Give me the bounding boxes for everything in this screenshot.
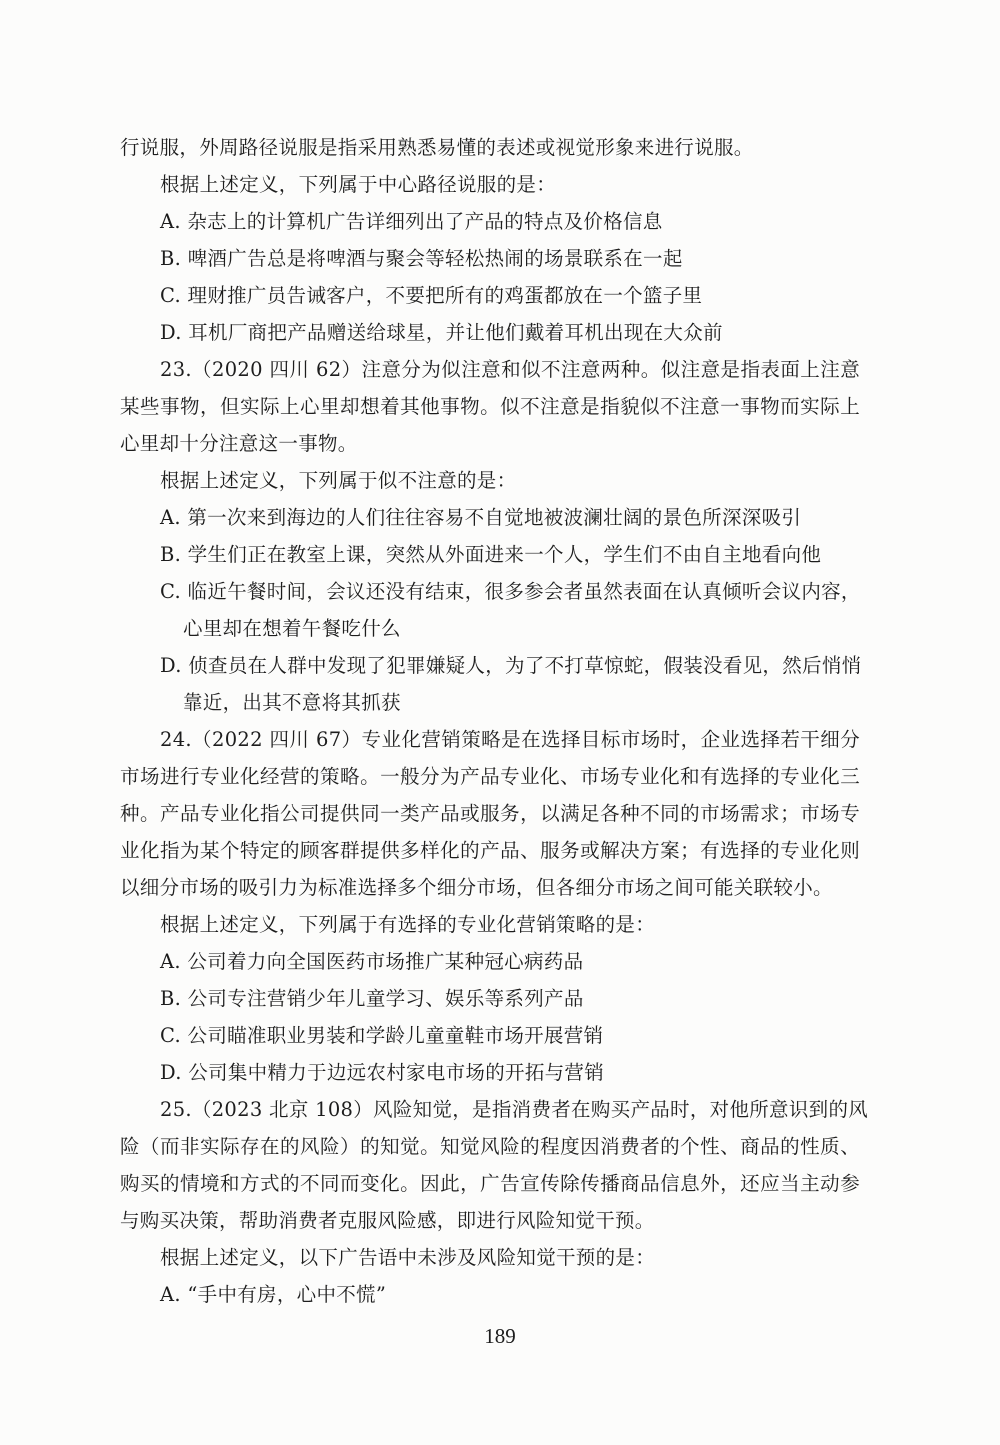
text-line: 行说服，外周路径说服是指采用熟悉易懂的表述或视觉形象来进行说服。 bbox=[120, 136, 754, 159]
text-line: 与购买决策，帮助消费者克服风险感，即进行风险知觉干预。 bbox=[120, 1209, 655, 1232]
option-continuation: 靠近，出其不意将其抓获 bbox=[183, 691, 401, 714]
option-line: D. 侦查员在人群中发现了犯罪嫌疑人，为了不打草惊蛇，假装没看见，然后悄悄 bbox=[160, 654, 862, 677]
question-23-start: 23.（2020 四川 62）注意分为似注意和似不注意两种。似注意是指表面上注意 bbox=[160, 358, 860, 381]
text-line: 业化指为某个特定的顾客群提供多样化的产品、服务或解决方案；有选择的专业化则 bbox=[120, 839, 860, 862]
option-line: C. 临近午餐时间，会议还没有结束，很多参会者虽然表面在认真倾听会议内容， bbox=[160, 580, 861, 603]
question-25-start: 25.（2023 北京 108）风险知觉，是指消费者在购买产品时，对他所意识到的风 bbox=[160, 1098, 869, 1121]
option-line: A. 公司着力向全国医药市场推广某种冠心病药品 bbox=[160, 950, 584, 973]
text-line: 心里却十分注意这一事物。 bbox=[120, 432, 358, 455]
option-line: B. 学生们正在教室上课，突然从外面进来一个人，学生们不由自主地看向他 bbox=[160, 543, 822, 566]
option-line: A. “手中有房，心中不慌” bbox=[160, 1283, 387, 1306]
option-line: D. 耳机厂商把产品赠送给球星，并让他们戴着耳机出现在大众前 bbox=[160, 321, 723, 344]
text-line: 以细分市场的吸引力为标准选择多个细分市场，但各细分市场之间可能关联较小。 bbox=[120, 876, 833, 899]
text-line: 购买的情境和方式的不同而变化。因此，广告宣传除传播商品信息外，还应当主动参 bbox=[120, 1172, 860, 1195]
text-line: 某些事物，但实际上心里却想着其他事物。似不注意是指貌似不注意一事物而实际上 bbox=[120, 395, 860, 418]
question-prompt: 根据上述定义，以下广告语中未涉及风险知觉干预的是： bbox=[160, 1246, 656, 1269]
text-line: 险（而非实际存在的风险）的知觉。知觉风险的程度因消费者的个性、商品的性质、 bbox=[120, 1135, 860, 1158]
option-line: B. 公司专注营销少年儿童学习、娱乐等系列产品 bbox=[160, 987, 584, 1010]
option-line: B. 啤酒广告总是将啤酒与聚会等轻松热闹的场景联系在一起 bbox=[160, 247, 683, 270]
text-line: 种。产品专业化指公司提供同一类产品或服务，以满足各种不同的市场需求；市场专 bbox=[120, 802, 860, 825]
option-line: C. 公司瞄准职业男装和学龄儿童童鞋市场开展营销 bbox=[160, 1024, 604, 1047]
option-line: D. 公司集中精力于边远农村家电市场的开拓与营销 bbox=[160, 1061, 605, 1084]
option-line: A. 杂志上的计算机广告详细列出了产品的特点及价格信息 bbox=[160, 210, 663, 233]
question-prompt: 根据上述定义，下列属于中心路径说服的是： bbox=[160, 173, 557, 196]
option-continuation: 心里却在想着午餐吃什么 bbox=[183, 617, 401, 640]
question-prompt: 根据上述定义，下列属于有选择的专业化营销策略的是： bbox=[160, 913, 656, 936]
option-line: A. 第一次来到海边的人们往往容易不自觉地被波澜壮阔的景色所深深吸引 bbox=[160, 506, 802, 529]
question-prompt: 根据上述定义，下列属于似不注意的是： bbox=[160, 469, 517, 492]
page-number: 189 bbox=[484, 1324, 516, 1348]
text-line: 市场进行专业化经营的策略。一般分为产品专业化、市场专业化和有选择的专业化三 bbox=[120, 765, 860, 788]
option-line: C. 理财推广员告诫客户，不要把所有的鸡蛋都放在一个篮子里 bbox=[160, 284, 703, 307]
question-24-start: 24.（2022 四川 67）专业化营销策略是在选择目标市场时，企业选择若干细分 bbox=[160, 728, 860, 751]
